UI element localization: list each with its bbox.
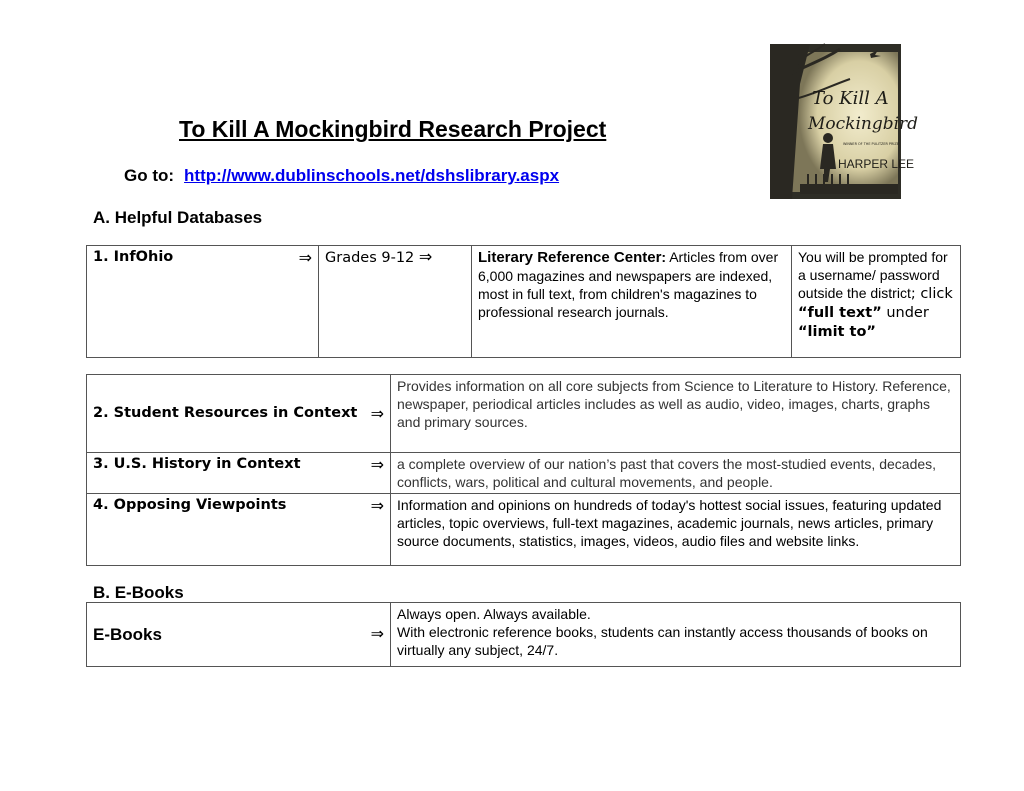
- infohio-name: 1. InfOhio: [93, 249, 174, 265]
- section-b-heading: B. E-Books: [93, 583, 184, 602]
- grades-cell: [319, 246, 472, 358]
- arrow-icon: ⇒: [370, 496, 384, 515]
- database-desc: a complete overview of our nation’s past that covers the most-studied events, decades, conflicts, wars, political and cultural movements, and people.: [391, 453, 961, 494]
- goto-line: [124, 166, 559, 186]
- login-note: You will be prompted for a username/ password outside the district: [798, 249, 948, 301]
- database-name: 4. Opposing Viewpoints: [93, 497, 287, 513]
- note-under: under: [881, 305, 929, 321]
- databases-table: [86, 374, 961, 566]
- cover-subtitle: WINNER OF THE PULITZER PRIZE: [843, 142, 899, 146]
- ebooks-name-cell: [87, 603, 391, 667]
- arrow-icon: ⇒: [370, 404, 384, 423]
- database-desc: Provides information on all core subjects from Science to Literature to History. Reference, newspaper, periodical articles includes as well as audio, video, images, charts, graphs and primary sources.: [391, 375, 961, 453]
- note-click: ; click: [910, 286, 953, 302]
- ebooks-line1: Always open. Always available.: [397, 606, 591, 622]
- infohio-table: [86, 245, 961, 358]
- ebooks-desc: [391, 603, 961, 667]
- cover-title-1: To Kill A: [812, 88, 889, 109]
- arrow-icon: ⇒: [370, 625, 384, 643]
- database-name-cell: [87, 453, 391, 494]
- infohio-name-cell: [87, 246, 319, 358]
- resource-name: Literary Reference Center: [478, 249, 662, 266]
- book-cover-image: [770, 44, 919, 199]
- table-row: [87, 246, 961, 358]
- table-row: [87, 603, 961, 667]
- grades-label: Grades 9-12: [325, 250, 415, 266]
- cover-title-2: Mockingbird: [808, 114, 919, 134]
- note-full-text: “full text”: [798, 305, 882, 321]
- database-name: 3. U.S. History in Context: [93, 456, 301, 472]
- section-a-heading: A. Helpful Databases: [93, 208, 263, 227]
- ebooks-line2: With electronic reference books, students can instantly access thousands of books on virtually any subject, 24/7.: [397, 624, 928, 658]
- page-title: To Kill A Mockingbird Research Project: [179, 116, 607, 142]
- cover-author: HARPER LEE: [838, 157, 915, 171]
- database-name-cell: [87, 494, 391, 566]
- ebooks-table: [86, 602, 961, 667]
- arrow-icon: ⇒: [298, 248, 312, 267]
- arrow-icon: ⇒: [418, 247, 433, 266]
- arrow-icon: ⇒: [370, 455, 384, 474]
- ebooks-name: E-Books: [93, 624, 162, 644]
- table-row: [87, 375, 961, 453]
- goto-label: Go to:: [124, 166, 175, 185]
- resource-colon: :: [661, 249, 667, 265]
- library-link[interactable]: http://www.dublinschools.net/dshslibrary.aspx: [184, 166, 560, 185]
- table-row: [87, 453, 961, 494]
- note-limit-to: “limit to”: [798, 324, 876, 340]
- login-note-cell: [792, 246, 961, 358]
- database-name-cell: [87, 375, 391, 453]
- table-row: [87, 494, 961, 566]
- database-name: 2. Student Resources in Context: [93, 405, 358, 421]
- database-desc: Information and opinions on hundreds of today's hottest social issues, featuring updated articles, topic overviews, full-text magazines, academic journals, news articles, primary source documents, statistics, images, videos, audio files and website links.: [391, 494, 961, 566]
- resource-desc: Articles from over 6,000 magazines and newspapers are indexed, most in full text, from children's magazines to professional research journals.: [478, 249, 779, 320]
- resource-cell: [472, 246, 792, 358]
